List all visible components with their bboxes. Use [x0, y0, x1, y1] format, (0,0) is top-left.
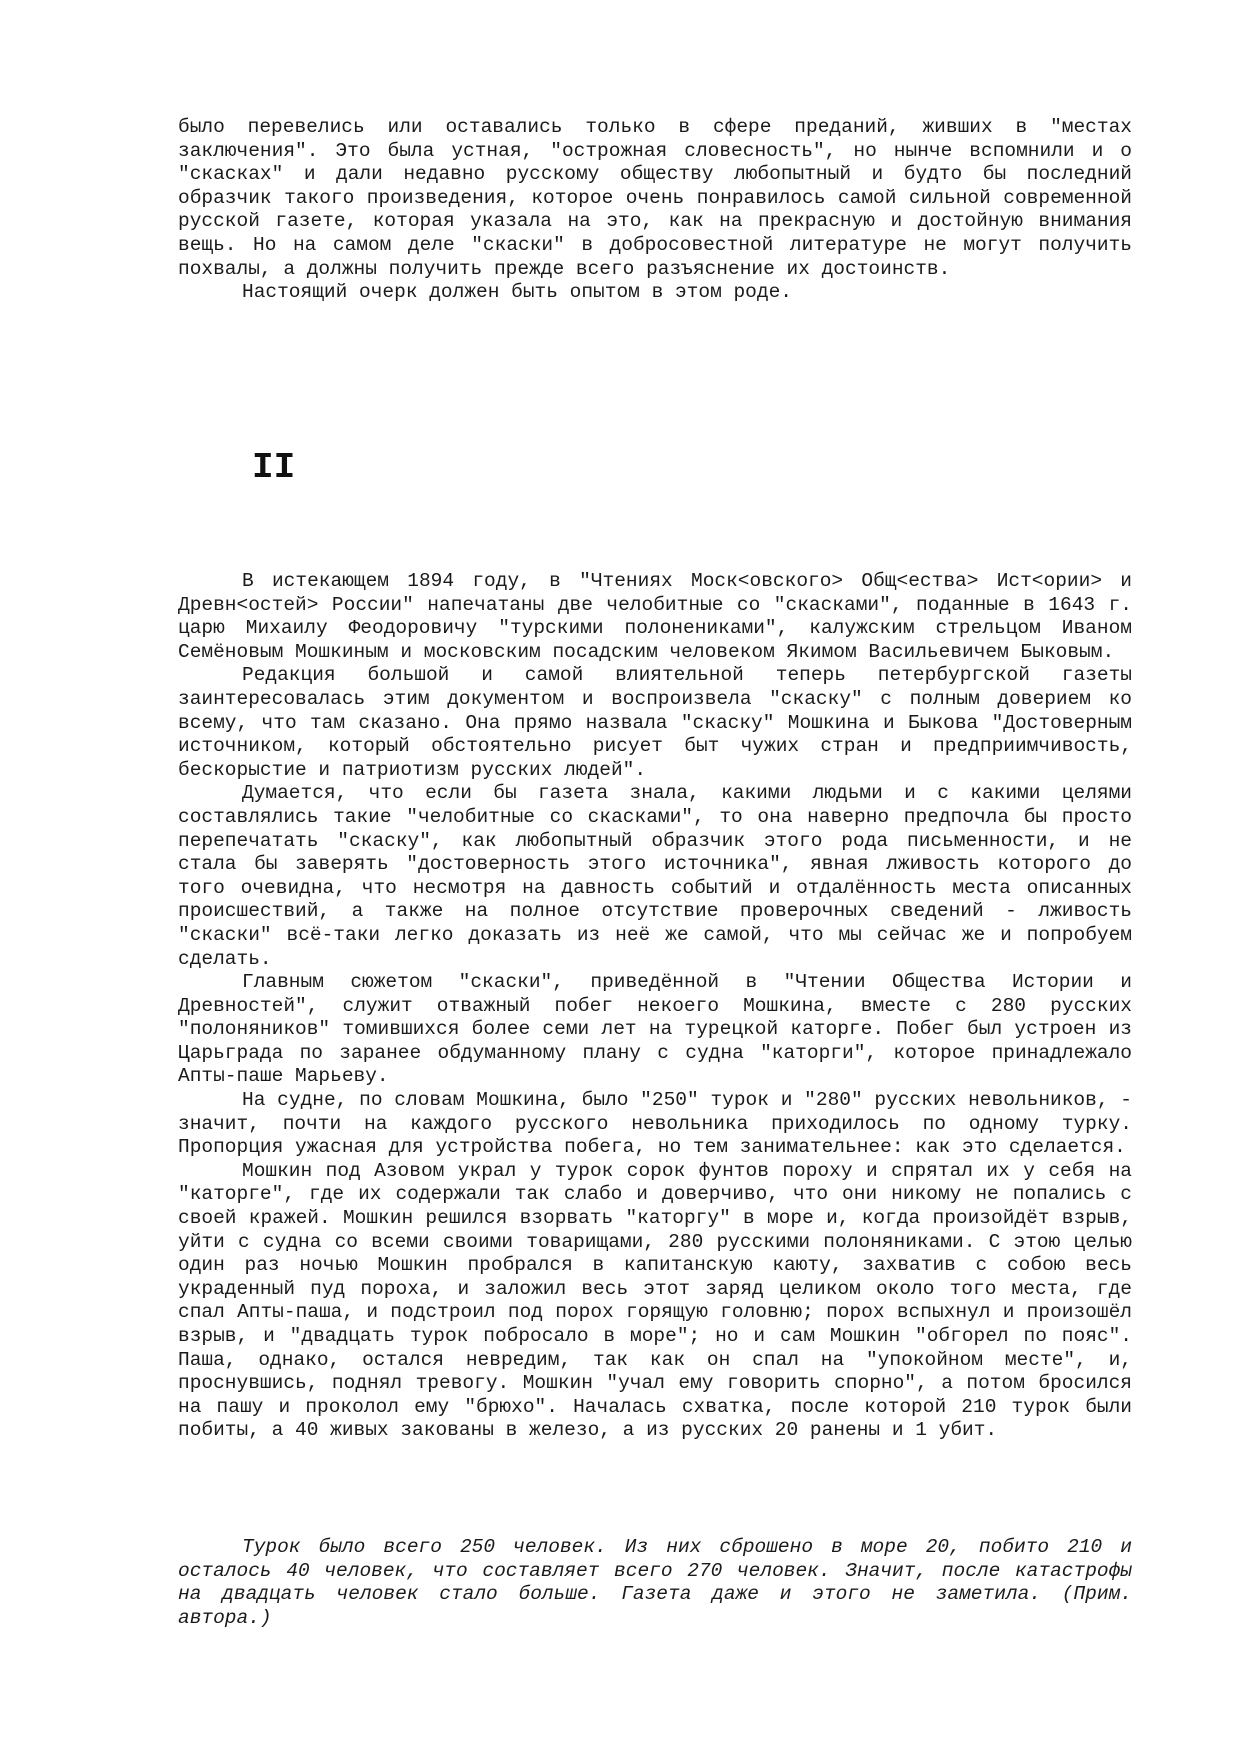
chapter-heading: II: [252, 447, 296, 488]
body-paragraph: На судне, по словам Мошкина, было "250" турок и "280" русских невольников, - значит, почти на каждого русского невольника приходилось по одному турку. Пропорция ужасная для устройства побега, но тем занимательнее: как это сделается.: [178, 1089, 1132, 1159]
chapter-body-block: [178, 570, 1132, 1443]
footnote-text: Турок было всего 250 человек. Из них сброшено в море 20, побито 210 и осталось 40 человек, что составляет всего 270 человек. Значит, после катастрофы на двадцать человек стало больше. Газета даже и этого не заметила. (Прим. автора.): [178, 1536, 1132, 1629]
author-footnote: [178, 1536, 1132, 1630]
intro-text-block: [178, 116, 1132, 305]
body-paragraph: Главным сюжетом "скаски", приведённой в "Чтении Общества Истории и Древностей", служит отважный побег некоего Мошкина, вместе с 280 русских "полоняников" томившихся более семи лет на турецкой каторге. Побег был устроен из Царьграда по заранее обдуманному плану с судна "каторги", которое принадлежало Апты-паше Марьеву.: [178, 971, 1132, 1088]
intro-paragraph-closing: Настоящий очерк должен быть опытом в этом роде.: [242, 281, 792, 304]
body-paragraph: В истекающем 1894 году, в "Чтениях Моск<овского> Общ<ества> Ист<ории> и Древн<остей> России" напечатаны две челобитные со "скасками", поданные в 1643 г. царю Михаилу Феодоровичу "турскими полонениками", калужским стрельцом Иваном Семёновым Мошкиным и московским посадским человеком Якимом Васильевичем Быковым.: [178, 570, 1132, 663]
body-paragraph: Редакция большой и самой влиятельной теперь петербургской газеты заинтересовалась этим документом и воспроизвела "скаску" с полным доверием ко всему, что там сказано. Она прямо назвала "скаску" Мошкина и Быкова "Достоверным источником, который обстоятельно рисует быт чужих стран и предприимчивость, бескорыстие и патриотизм русских людей".: [178, 664, 1132, 781]
body-paragraph: Думается, что если бы газета знала, какими людьми и с какими целями составлялись такие "челобитные со скасками", то она наверно предпочла бы просто перепечатать "скаску", как любопытный образчик этого рода письменности, и не стала бы заверять "достоверность этого источника", явная лживость которого до того очевидна, что несмотря на давность событий и отдалённость места описанных происшествий, а также на полное отсутствие проверочных сведений - лживость "скаски" всё-таки легко доказать из неё же самой, что мы сейчас же и попробуем сделать.: [178, 782, 1132, 970]
intro-paragraph: было перевелись или оставались только в сфере преданий, живших в "местах заключения". Это была устная, "острожная словесность", но нынче вспомнили и о "скасках" и дали недавно русскому обществу любопытный и будто бы последний образчик такого произведения, которое очень понравилось самой сильной современной русской газете, которая указала на это, как на прекрасную и достойную внимания вещь. Но на самом деле "скаски" в добросовестной литературе не могут получить похвалы, а должны получить прежде всего разъяснение их достоинств.: [178, 116, 1132, 280]
body-paragraph: Мошкин под Азовом украл у турок сорок фунтов пороху и спрятал их у себя на "каторге", где их содержали так слабо и доверчиво, что они никому не попались с своей кражей. Мошкин решился взорвать "каторгу" в море и, когда произойдёт взрыв, уйти с судна со всеми своими товарищами, 280 русскими полоняниками. С этою целью один раз ночью Мошкин пробрался в капитанскую каюту, захватив с собою весь украденный пуд пороха, и заложил весь этот заряд целиком около того места, где спал Апты-паша, и подстроил под порох горящую головню; порох вспыхнул и произошёл взрыв, и "двадцать турок побросало в море"; но и сам Мошкин "обгорел по пояс". Паша, однако, остался невредим, так как он спал на "упокойном месте", и, проснувшись, поднял тревогу. Мошкин "учал ему говорить спорно", а потом бросился на пашу и проколол ему "брюхо". Началась схватка, после которой 210 турок были побиты, а 40 живых закованы в железо, а из русских 20 ранены и 1 убит.: [178, 1159, 1132, 1442]
